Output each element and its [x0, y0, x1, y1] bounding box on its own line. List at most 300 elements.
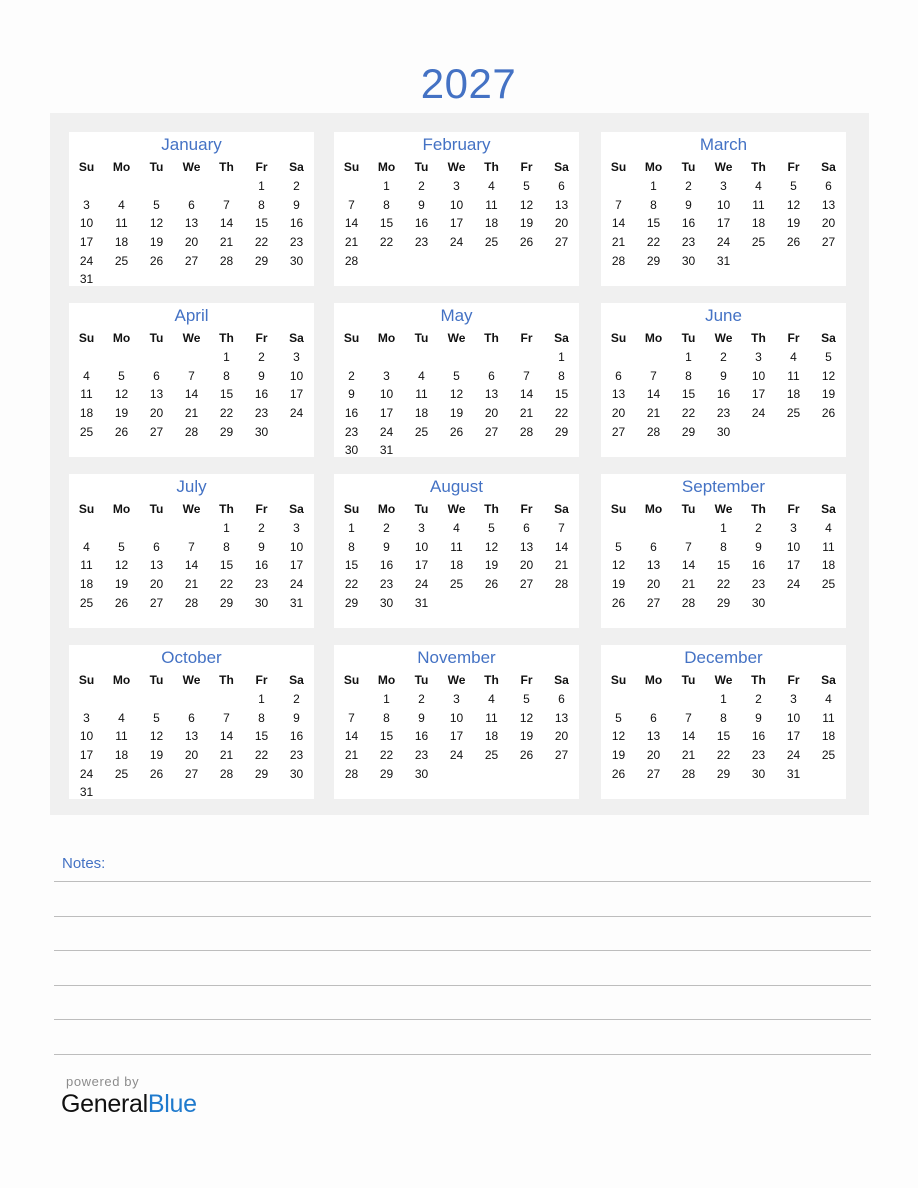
notes-label: Notes:	[62, 855, 106, 872]
day-cell: 17	[786, 558, 801, 573]
weekday-header: Th	[219, 502, 234, 516]
day-cell: 1	[558, 350, 565, 365]
day-cell: 15	[344, 558, 359, 573]
day-cell: 24	[786, 577, 801, 592]
day-cell: 17	[289, 558, 304, 573]
day-cell: 7	[615, 197, 622, 212]
day-cell: 3	[383, 368, 390, 383]
weekday-header: Sa	[289, 673, 304, 687]
day-cell: 23	[681, 235, 696, 250]
month-grid	[69, 328, 314, 441]
day-cell: 11	[787, 368, 800, 383]
day-cell: 23	[344, 424, 359, 439]
day-cell: 16	[289, 729, 304, 744]
day-cell: 1	[258, 692, 265, 707]
weekday-header: We	[182, 673, 201, 687]
month-grid	[334, 499, 579, 612]
weekday-header: Mo	[112, 331, 131, 345]
week-row	[334, 348, 579, 367]
day-cell: 14	[681, 729, 696, 744]
week-row	[69, 367, 314, 386]
month-card-december	[601, 645, 846, 799]
day-cell: 30	[681, 253, 696, 268]
week-row	[69, 177, 314, 196]
note-line[interactable]	[54, 1019, 871, 1020]
day-cell: 14	[184, 387, 199, 402]
weekday-header-row	[601, 499, 846, 519]
day-cell: 1	[348, 521, 355, 536]
day-cell: 12	[519, 197, 534, 212]
weekday-header-row	[334, 157, 579, 177]
month-title: August	[430, 477, 483, 496]
day-cell: 27	[184, 766, 199, 781]
weekday-header: Mo	[644, 160, 663, 174]
week-row	[601, 404, 846, 423]
weekday-header: Fr	[520, 160, 533, 174]
week-row	[601, 746, 846, 765]
day-cell: 19	[519, 216, 534, 231]
day-cell: 6	[825, 179, 832, 194]
day-cell: 27	[611, 424, 626, 439]
weekday-header: Sa	[821, 502, 836, 516]
weekday-header-row	[334, 670, 579, 690]
week-row	[334, 251, 579, 270]
day-cell: 3	[293, 521, 300, 536]
day-cell: 18	[114, 235, 129, 250]
day-cell: 5	[523, 692, 530, 707]
day-cell: 4	[488, 179, 495, 194]
day-cell: 23	[414, 235, 429, 250]
weekday-header: Su	[343, 160, 360, 174]
weekday-header: We	[714, 502, 733, 516]
week-row	[334, 575, 579, 594]
month-card-september	[601, 474, 846, 628]
week-row	[334, 233, 579, 252]
day-cell: 17	[786, 729, 801, 744]
day-cell: 11	[415, 387, 428, 402]
week-row	[334, 441, 579, 460]
day-cell: 20	[184, 235, 199, 250]
weekday-header: Mo	[377, 331, 396, 345]
day-cell: 23	[751, 577, 766, 592]
day-cell: 11	[822, 539, 835, 554]
day-cell: 16	[254, 558, 269, 573]
week-row	[601, 727, 846, 746]
day-cell: 21	[611, 235, 626, 250]
day-cell: 28	[219, 766, 234, 781]
week-row	[334, 196, 579, 215]
day-cell: 18	[79, 406, 94, 421]
day-cell: 25	[79, 595, 94, 610]
weekday-header: We	[714, 673, 733, 687]
day-cell: 15	[716, 558, 731, 573]
weekday-header: Th	[484, 160, 499, 174]
day-cell: 4	[83, 368, 90, 383]
day-cell: 6	[153, 368, 160, 383]
day-cell: 21	[646, 406, 661, 421]
day-cell: 5	[488, 521, 495, 536]
day-cell: 8	[383, 710, 390, 725]
day-cell: 2	[258, 350, 265, 365]
day-cell: 3	[418, 521, 425, 536]
day-cell: 25	[484, 748, 499, 763]
month-grid	[601, 328, 846, 441]
day-cell: 13	[184, 729, 199, 744]
day-cell: 7	[188, 368, 195, 383]
day-cell: 24	[289, 577, 304, 592]
day-cell: 29	[254, 253, 269, 268]
day-cell: 18	[114, 748, 129, 763]
day-cell: 14	[519, 387, 534, 402]
day-cell: 24	[414, 577, 429, 592]
day-cell: 25	[484, 235, 499, 250]
day-cell: 25	[114, 253, 129, 268]
day-cell: 7	[523, 368, 530, 383]
day-cell: 16	[751, 558, 766, 573]
day-cell: 18	[821, 729, 836, 744]
day-cell: 13	[519, 539, 534, 554]
weekday-header: Su	[610, 331, 627, 345]
weekday-header: Tu	[681, 673, 696, 687]
day-cell: 26	[114, 595, 129, 610]
day-cell: 19	[149, 235, 164, 250]
weekday-header: We	[714, 331, 733, 345]
day-cell: 10	[79, 216, 94, 231]
month-title: April	[174, 306, 209, 325]
weekday-header: Tu	[149, 331, 164, 345]
day-cell: 3	[453, 692, 460, 707]
day-cell: 24	[716, 235, 731, 250]
day-cell: 17	[414, 558, 429, 573]
weekday-header: Tu	[414, 160, 429, 174]
day-cell: 3	[790, 521, 797, 536]
day-cell: 16	[414, 216, 429, 231]
day-cell: 21	[344, 748, 359, 763]
month-grid	[69, 157, 314, 289]
day-cell: 6	[558, 179, 565, 194]
month-title: May	[440, 306, 473, 325]
day-cell: 11	[80, 387, 93, 402]
week-row	[601, 422, 846, 441]
day-cell: 18	[449, 558, 464, 573]
day-cell: 21	[681, 577, 696, 592]
day-cell: 12	[821, 368, 836, 383]
day-cell: 14	[219, 216, 234, 231]
weekday-header: Mo	[377, 502, 396, 516]
day-cell: 29	[379, 766, 394, 781]
day-cell: 23	[379, 577, 394, 592]
day-cell: 4	[755, 179, 762, 194]
day-cell: 14	[554, 539, 569, 554]
weekday-header: Mo	[644, 673, 663, 687]
day-cell: 8	[258, 710, 265, 725]
week-row	[334, 519, 579, 538]
month-card-april	[69, 303, 314, 457]
day-cell: 13	[646, 558, 661, 573]
month-card-august	[334, 474, 579, 628]
day-cell: 30	[289, 766, 304, 781]
day-cell: 30	[254, 424, 269, 439]
weekday-header: Tu	[681, 502, 696, 516]
week-row	[69, 196, 314, 215]
week-row	[334, 177, 579, 196]
day-cell: 15	[646, 216, 661, 231]
day-cell: 23	[716, 406, 731, 421]
day-cell: 13	[646, 729, 661, 744]
day-cell: 30	[751, 595, 766, 610]
day-cell: 9	[720, 368, 727, 383]
day-cell: 4	[825, 521, 832, 536]
day-cell: 14	[219, 729, 234, 744]
day-cell: 21	[184, 406, 199, 421]
day-cell: 26	[519, 235, 534, 250]
day-cell: 21	[519, 406, 534, 421]
week-row	[601, 348, 846, 367]
day-cell: 22	[554, 406, 569, 421]
day-cell: 31	[79, 785, 94, 800]
day-cell: 9	[293, 197, 300, 212]
day-cell: 21	[184, 577, 199, 592]
day-cell: 8	[685, 368, 692, 383]
note-line[interactable]	[54, 916, 871, 917]
day-cell: 9	[755, 710, 762, 725]
day-cell: 27	[149, 424, 164, 439]
day-cell: 24	[79, 253, 94, 268]
day-cell: 21	[219, 235, 234, 250]
day-cell: 10	[786, 710, 801, 725]
day-cell: 16	[344, 406, 359, 421]
weekday-header: Sa	[289, 331, 304, 345]
day-cell: 15	[254, 216, 269, 231]
day-cell: 27	[519, 577, 534, 592]
week-row	[69, 690, 314, 709]
day-cell: 10	[751, 368, 766, 383]
day-cell: 27	[484, 424, 499, 439]
day-cell: 19	[149, 748, 164, 763]
day-cell: 5	[118, 539, 125, 554]
brand-general: General	[61, 1090, 148, 1118]
day-cell: 2	[755, 692, 762, 707]
day-cell: 17	[449, 729, 464, 744]
day-cell: 16	[379, 558, 394, 573]
day-cell: 4	[83, 539, 90, 554]
day-cell: 12	[114, 387, 129, 402]
day-cell: 2	[293, 179, 300, 194]
day-cell: 21	[219, 748, 234, 763]
day-cell: 22	[716, 748, 731, 763]
weekday-header: Su	[610, 673, 627, 687]
day-cell: 16	[414, 729, 429, 744]
weekday-header: Fr	[520, 673, 533, 687]
month-title: November	[417, 648, 496, 667]
day-cell: 8	[650, 197, 657, 212]
day-cell: 12	[519, 710, 534, 725]
day-cell: 4	[118, 197, 125, 212]
month-title: March	[699, 135, 748, 154]
day-cell: 2	[348, 368, 355, 383]
day-cell: 19	[114, 577, 129, 592]
month-card-march	[601, 132, 846, 286]
day-cell: 17	[449, 216, 464, 231]
day-cell: 8	[383, 197, 390, 212]
day-cell: 28	[344, 253, 359, 268]
day-cell: 27	[554, 235, 569, 250]
day-cell: 9	[293, 710, 300, 725]
day-cell: 28	[219, 253, 234, 268]
day-cell: 2	[418, 179, 425, 194]
day-cell: 17	[79, 748, 94, 763]
day-cell: 23	[254, 577, 269, 592]
week-row	[69, 727, 314, 746]
day-cell: 12	[449, 387, 464, 402]
week-row	[601, 519, 846, 538]
day-cell: 13	[149, 558, 164, 573]
day-cell: 12	[149, 216, 164, 231]
day-cell: 3	[790, 692, 797, 707]
month-grid	[601, 670, 846, 783]
day-cell: 19	[611, 577, 626, 592]
week-row	[601, 196, 846, 215]
day-cell: 26	[449, 424, 464, 439]
generalblue-logo[interactable]	[61, 1090, 197, 1119]
day-cell: 4	[488, 692, 495, 707]
week-row	[69, 746, 314, 765]
week-row	[69, 270, 314, 289]
day-cell: 11	[80, 558, 93, 573]
day-cell: 9	[258, 368, 265, 383]
day-cell: 1	[650, 179, 657, 194]
note-line[interactable]	[54, 881, 871, 882]
day-cell: 10	[449, 197, 464, 212]
day-cell: 9	[418, 197, 425, 212]
day-cell: 17	[716, 216, 731, 231]
day-cell: 9	[685, 197, 692, 212]
week-row	[69, 593, 314, 612]
day-cell: 5	[790, 179, 797, 194]
day-cell: 11	[485, 710, 498, 725]
weekday-header: Tu	[414, 331, 429, 345]
day-cell: 10	[449, 710, 464, 725]
day-cell: 23	[289, 748, 304, 763]
day-cell: 28	[519, 424, 534, 439]
month-grid	[334, 670, 579, 783]
day-cell: 3	[83, 197, 90, 212]
day-cell: 14	[344, 729, 359, 744]
day-cell: 31	[79, 272, 94, 287]
month-title: June	[705, 306, 742, 325]
day-cell: 16	[289, 216, 304, 231]
weekday-header: We	[447, 331, 466, 345]
weekday-header: Tu	[414, 673, 429, 687]
day-cell: 9	[418, 710, 425, 725]
weekday-header: We	[447, 160, 466, 174]
day-cell: 5	[153, 197, 160, 212]
week-row	[334, 385, 579, 404]
day-cell: 29	[681, 424, 696, 439]
day-cell: 15	[379, 216, 394, 231]
week-row	[69, 556, 314, 575]
day-cell: 3	[293, 350, 300, 365]
weekday-header: Th	[484, 331, 499, 345]
day-cell: 10	[379, 387, 394, 402]
weekday-header: Th	[484, 502, 499, 516]
month-title: February	[422, 135, 491, 154]
day-cell: 24	[786, 748, 801, 763]
day-cell: 13	[149, 387, 164, 402]
day-cell: 4	[453, 521, 460, 536]
weekday-header: Fr	[520, 331, 533, 345]
day-cell: 13	[184, 216, 199, 231]
day-cell: 1	[223, 350, 230, 365]
month-grid	[334, 157, 579, 270]
day-cell: 5	[615, 539, 622, 554]
day-cell: 29	[646, 253, 661, 268]
day-cell: 7	[348, 197, 355, 212]
day-cell: 5	[615, 710, 622, 725]
day-cell: 16	[716, 387, 731, 402]
day-cell: 20	[554, 729, 569, 744]
day-cell: 20	[184, 748, 199, 763]
weekday-header: Mo	[377, 160, 396, 174]
note-line[interactable]	[54, 985, 871, 986]
month-title: October	[161, 648, 222, 667]
day-cell: 4	[825, 692, 832, 707]
day-cell: 14	[681, 558, 696, 573]
day-cell: 1	[223, 521, 230, 536]
week-row	[334, 538, 579, 557]
month-card-june	[601, 303, 846, 457]
day-cell: 11	[822, 710, 835, 725]
day-cell: 26	[149, 766, 164, 781]
day-cell: 20	[646, 748, 661, 763]
day-cell: 10	[414, 539, 429, 554]
day-cell: 15	[379, 729, 394, 744]
weekday-header: Tu	[149, 160, 164, 174]
day-cell: 5	[118, 368, 125, 383]
day-cell: 30	[414, 766, 429, 781]
day-cell: 29	[219, 424, 234, 439]
day-cell: 6	[615, 368, 622, 383]
weekday-header: Sa	[821, 160, 836, 174]
note-line[interactable]	[54, 950, 871, 951]
day-cell: 8	[348, 539, 355, 554]
month-grid	[69, 670, 314, 802]
weekday-header: Fr	[255, 502, 268, 516]
note-line[interactable]	[54, 1054, 871, 1055]
weekday-header: Su	[343, 502, 360, 516]
day-cell: 11	[115, 729, 128, 744]
day-cell: 15	[716, 729, 731, 744]
day-cell: 10	[716, 197, 731, 212]
day-cell: 22	[219, 406, 234, 421]
day-cell: 13	[554, 197, 569, 212]
day-cell: 13	[484, 387, 499, 402]
day-cell: 6	[558, 692, 565, 707]
day-cell: 22	[379, 235, 394, 250]
day-cell: 13	[611, 387, 626, 402]
week-row	[69, 251, 314, 270]
day-cell: 17	[751, 387, 766, 402]
day-cell: 21	[681, 748, 696, 763]
day-cell: 1	[383, 692, 390, 707]
day-cell: 21	[344, 235, 359, 250]
day-cell: 2	[293, 692, 300, 707]
month-card-february	[334, 132, 579, 286]
week-row	[601, 764, 846, 783]
day-cell: 20	[519, 558, 534, 573]
weekday-header: Th	[751, 502, 766, 516]
day-cell: 14	[611, 216, 626, 231]
